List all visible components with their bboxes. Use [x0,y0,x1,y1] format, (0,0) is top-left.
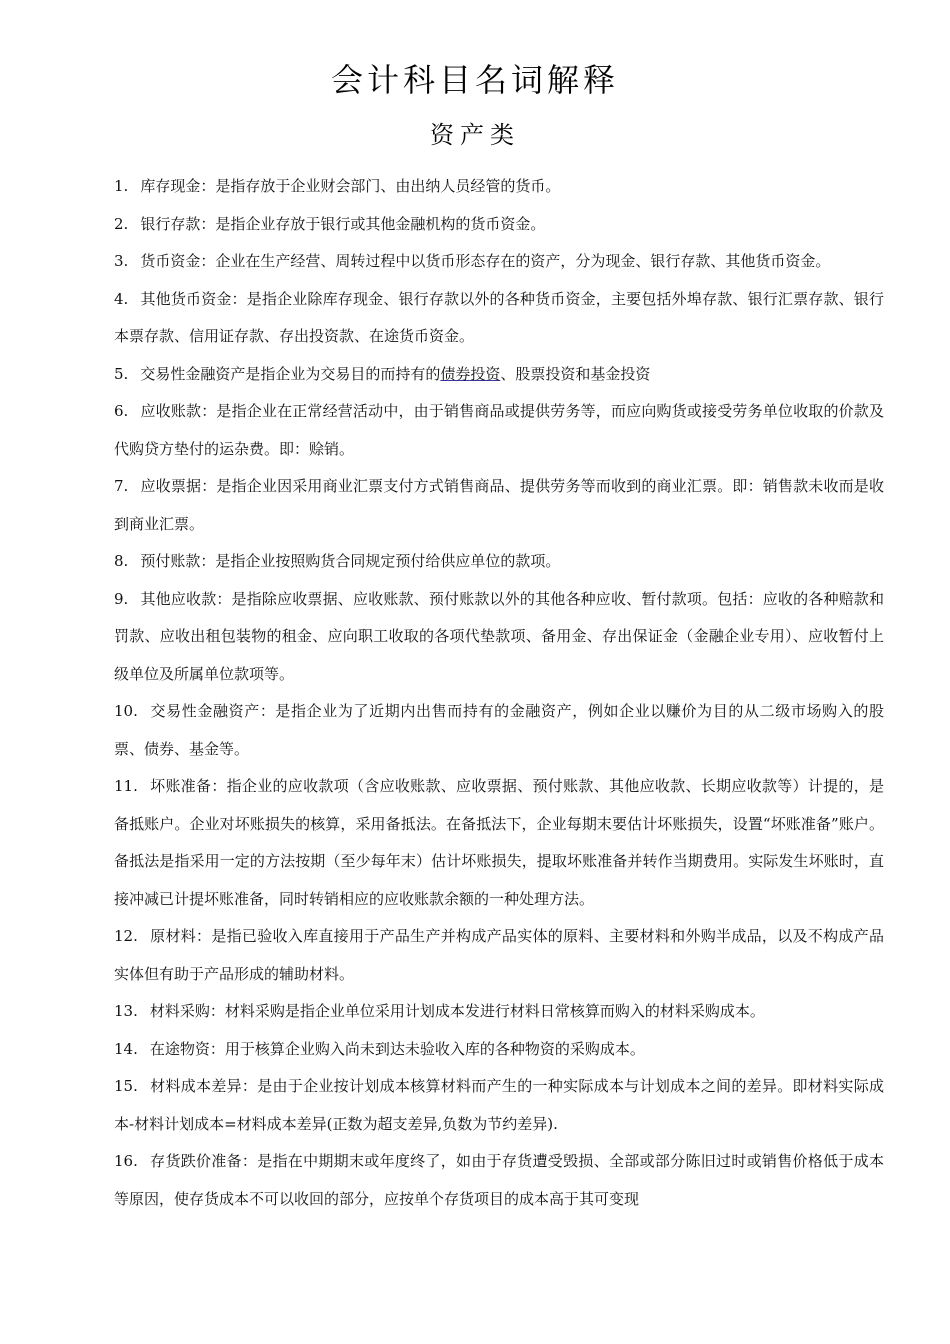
list-item [114,581,884,694]
item-text: 其他货币资金：是指企业除库存现金、银行存款以外的各种货币资金，主要包括外埠存款、银行汇票存款、银行本票存款、信用证存款、存出投资款、在途货币资金。 [114,289,884,345]
item-text: 存货跌价准备：是指在中期期末或年度终了，如由于存货遭受毁损、全部或部分陈旧过时或销售价格低于成本等原因，使存货成本不可以收回的部分，应按单个存货项目的成本高于其可变现 [114,1152,884,1208]
list-item [114,1143,884,1218]
term-list [114,168,884,1218]
item-text: 预付账款：是指企业按照购货合同规定预付给供应单位的款项。 [140,552,561,570]
item-text: 库存现金：是指存放于企业财会部门、由出纳人员经管的货币。 [140,177,561,195]
item-number: 12. [114,927,138,945]
item-text: 应收账款：是指企业在正常经营活动中，由于销售商品或提供劳务等，而应向购货或接受劳务单位收取的价款及代购贷方垫付的运杂费。即：赊销。 [114,402,884,458]
item-number: 3. [114,252,129,270]
list-item [114,543,884,581]
item-text: 其他应收款：是指除应收票据、应收账款、预付账款以外的其他各种应收、暂付款项。包括：应收的各种赔款和罚款、应收出租包装物的租金、应向职工收取的各项代垫款项、备用金、存出保证金（金融企业专用）、应收暂付上级单位及所属单位款项等。 [114,589,884,683]
list-item [114,393,884,468]
list-item [114,693,884,768]
list-item [114,243,884,281]
item-text: 、股票投资和基金投资 [500,364,651,383]
list-item [114,281,884,356]
item-number: 10. [114,702,138,720]
list-item [114,468,884,543]
item-number: 7. [114,477,129,495]
item-number: 13. [114,1002,138,1020]
list-item [114,1068,884,1143]
item-number: 2. [114,214,129,233]
document-title: 会计科目名词解释 [330,61,619,99]
item-number: 6. [114,402,129,420]
item-number: 4. [114,289,129,308]
item-number: 1. [114,177,129,195]
item-number: 11. [114,777,138,795]
item-number: 9. [114,589,129,608]
list-item [114,993,884,1031]
list-item [114,918,884,993]
list-item [114,1031,884,1069]
section-title: 资产类 [430,121,520,149]
item-text: 材料成本差异：是由于企业按计划成本核算材料而产生的一种实际成本与计划成本之间的差异。即材料实际成本-材料计划成本=材料成本差异(正数为超支差异,负数为节约差异). [114,1077,884,1133]
item-text: 银行存款：是指企业存放于银行或其他金融机构的货币资金。 [140,214,546,233]
item-number: 14. [114,1039,138,1058]
list-item [114,206,884,244]
item-text: 应收票据：是指企业因采用商业汇票支付方式销售商品、提供劳务等而收到的商业汇票。即：销售款未收而是收到商业汇票。 [114,477,884,533]
list-item [114,356,884,394]
item-text: 交易性金融资产：是指企业为了近期内出售而持有的金融资产，例如企业以赚价为目的从二级市场购入的股票、债券、基金等。 [114,702,884,758]
list-item [114,768,884,918]
item-number: 5. [114,364,129,383]
list-item [114,168,884,206]
item-number: 15. [114,1077,138,1095]
item-text: 坏账准备：指企业的应收款项（含应收账款、应收票据、预付账款、其他应收款、长期应收款等）计提的，是备抵账户。企业对坏账损失的核算，采用备抵法。在备抵法下，企业每期末要估计坏账损失，设置“坏账准备”账户。备抵法是指采用一定的方法按期（至少每年末）估计坏账损失，提取坏账准备并转作当期费用。实际发生坏账时，直接冲减已计提坏账准备，同时转销相应的应收账款余额的一种处理方法。 [114,777,884,908]
item-number: 8. [114,552,129,570]
item-text: 货币资金：企业在生产经营、周转过程中以货币形态存在的资产，分为现金、银行存款、其他货币资金。 [140,252,831,270]
item-text: 材料采购：材料采购是指企业单位采用计划成本发进行材料日常核算而购入的材料采购成本。 [149,1002,765,1020]
item-number: 16. [114,1152,138,1170]
bond-investment-link[interactable]: 债券投资 [440,364,501,383]
item-text: 原材料：是指已验收入库直接用于产品生产并构成产品实体的原料、主要材料和外购半成品，以及不构成产品实体但有助于产品形成的辅助材料。 [114,927,884,983]
item-text: 在途物资：用于核算企业购入尚未到达未验收入库的各种物资的采购成本。 [149,1039,645,1058]
item-text: 交易性金融资产是指企业为交易目的而持有的 [140,364,441,383]
